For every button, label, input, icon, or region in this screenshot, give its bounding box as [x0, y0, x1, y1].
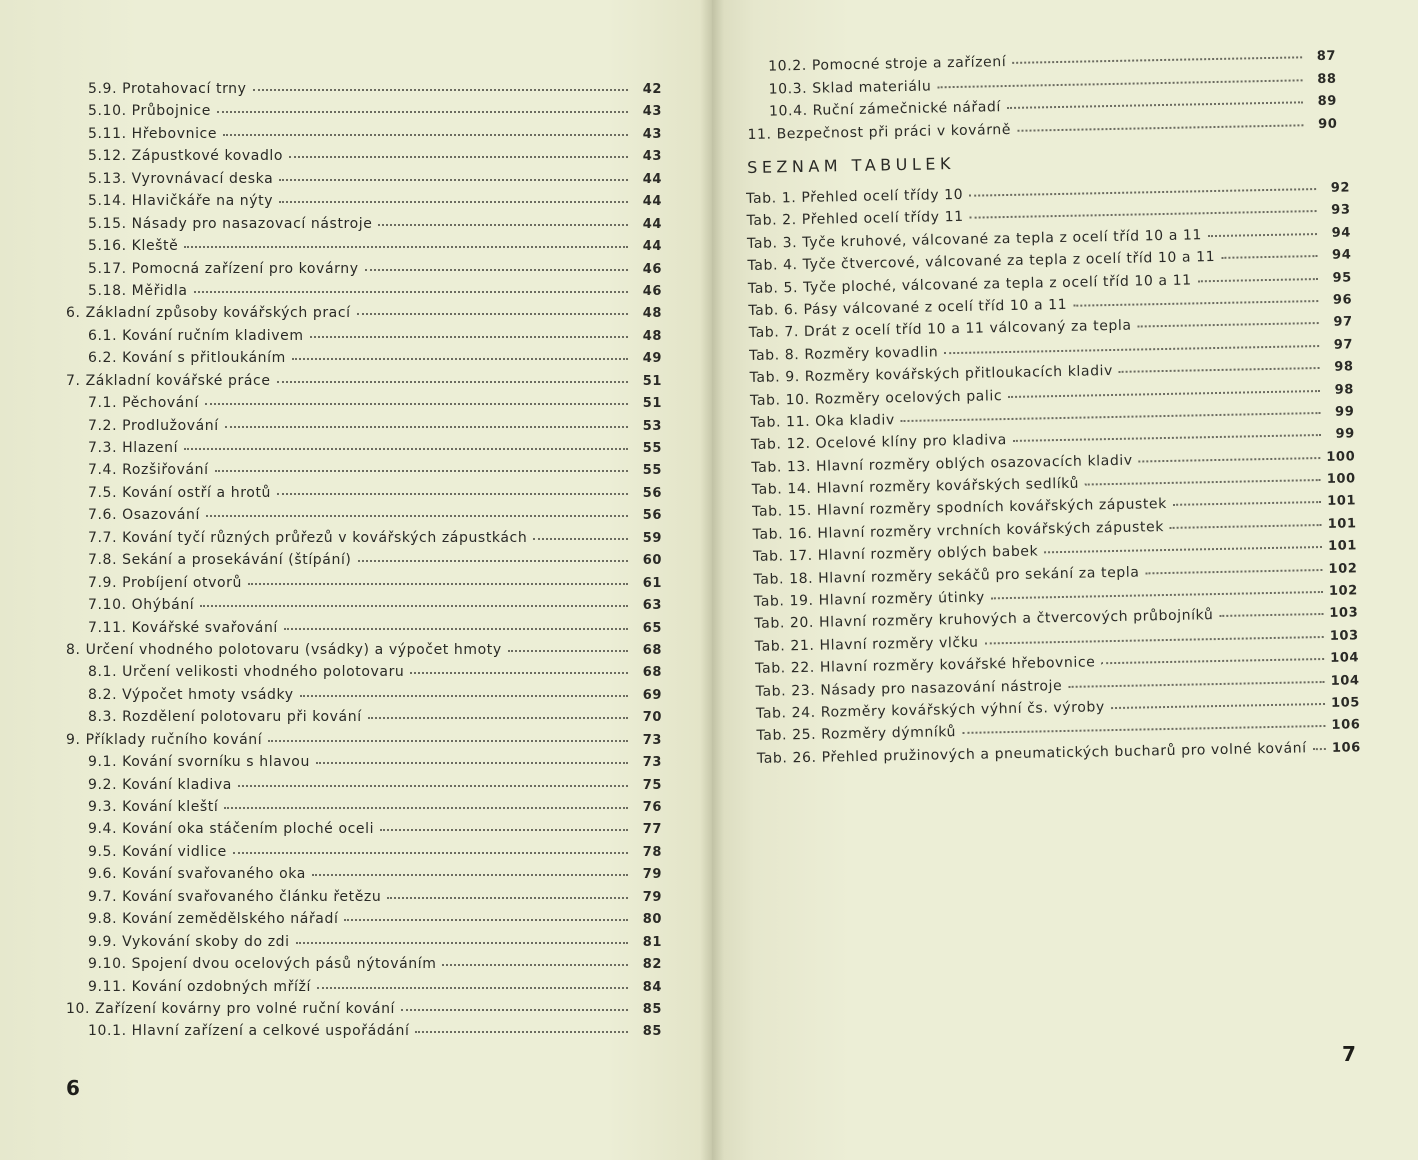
dot-leader [238, 779, 628, 787]
dot-leader [200, 599, 628, 607]
dot-leader [1007, 96, 1303, 110]
toc-entry-title: 6.1. Kování ručním kladivem [88, 327, 304, 344]
table-list-entry-page-number: 104 [1330, 672, 1360, 689]
toc-entry-title: 7.5. Kování ostří a hrotů [88, 484, 272, 501]
dot-leader [1085, 473, 1321, 486]
dot-leader [1139, 451, 1321, 462]
toc-entry-page-number: 73 [642, 732, 662, 748]
toc-entry-page-number: 65 [642, 620, 662, 636]
toc-entry [66, 437, 662, 459]
dot-leader [970, 204, 1317, 219]
toc-entry [66, 908, 662, 930]
toc-entry-page-number: 81 [642, 934, 662, 950]
toc-entry-title: 5.16. Kleště [88, 238, 179, 255]
table-list-entry-page-number: 103 [1329, 605, 1359, 622]
toc-entry-title: 8. Určení vhodného polotovaru (vsádky) a výpočet hmoty [66, 641, 502, 658]
table-list-entry-title: Tab. 7. Drát z ocelí tříd 10 a 11 válcovaný za tepla [748, 317, 1132, 342]
dot-leader [1198, 272, 1318, 282]
table-list-entry-title: Tab. 16. Hlavní rozměry vrchních kovářských zápustek [752, 518, 1165, 543]
dot-leader [277, 487, 628, 495]
toc-entry [66, 617, 662, 639]
table-list-entry-title: Tab. 9. Rozměry kovářských přitloukacích kladiv [749, 363, 1114, 387]
toc-entry-page-number: 43 [642, 104, 662, 120]
toc-entry-page-number: 59 [642, 530, 662, 546]
table-list-entry-title: Tab. 14. Hlavní rozměry kovářských sedlíků [751, 475, 1080, 499]
toc-entry-title: 5.17. Pomocná zařízení pro kovárny [88, 260, 359, 277]
toc-entry-page-number: 43 [642, 126, 662, 142]
dot-leader [508, 644, 628, 652]
toc-entry-page-number: 75 [642, 777, 662, 793]
toc-entry-page-number: 73 [642, 755, 662, 771]
toc-entry-page-number: 43 [642, 149, 662, 165]
toc-entry [66, 729, 662, 751]
table-list-entry-title: Tab. 17. Hlavní rozměry oblých babek [752, 543, 1039, 566]
table-list-entry-page-number: 95 [1332, 269, 1352, 286]
toc-entry-page-number: 44 [642, 216, 662, 232]
toc-entry-title: 5.14. Hlavičkáře na nýty [88, 193, 274, 210]
toc-entry-title: 9.1. Kování svorníku s hlavou [88, 754, 310, 771]
toc-entry [66, 527, 662, 549]
dot-leader [415, 1025, 628, 1033]
dot-leader [1138, 316, 1319, 327]
toc-entry [66, 280, 662, 302]
table-list-entry-title: Tab. 4. Tyče čtvercové, válcované za tepla z ocelí tříd 10 a 11 [747, 249, 1216, 275]
toc-entry [66, 123, 662, 145]
toc-entry-title: 7.6. Osazování [88, 507, 200, 524]
dot-leader [387, 891, 628, 899]
dot-leader [217, 105, 628, 113]
toc-entry-page-number: 48 [642, 306, 662, 322]
toc-entry [66, 1020, 662, 1042]
toc-entry-page-number: 77 [642, 822, 662, 838]
table-list-entry-page-number: 106 [1331, 740, 1361, 756]
toc-entry-page-number: 56 [642, 485, 662, 501]
book-gutter [700, 0, 724, 1160]
toc-entry [66, 594, 662, 616]
table-list-entry-title: Tab. 15. Hlavní rozměry spodních kovářských zápustek [752, 496, 1168, 521]
table-list-entry-title: Tab. 5. Tyče ploché, válcované za tepla z ocelí tříd 10 a 11 [747, 272, 1192, 297]
toc-entry-title: 10.4. Ruční zámečnické nářadí [768, 99, 1002, 120]
toc-entry-title: 10.3. Sklad materiálu [768, 78, 932, 98]
toc-entry [66, 459, 662, 481]
dot-leader [268, 734, 628, 742]
table-list-entry-page-number: 105 [1330, 695, 1361, 711]
table-list-entry-title: Tab. 13. Hlavní rozměry oblých osazovacích kladiv [751, 452, 1133, 476]
dot-leader [1044, 540, 1322, 553]
toc-entry-title: 7.2. Prodlužování [88, 417, 219, 434]
toc-entry-page-number: 51 [642, 396, 662, 412]
table-list-entry-page-number: 101 [1327, 516, 1357, 532]
dot-leader [312, 868, 628, 876]
toc-entry [66, 415, 662, 437]
table-list-entry-title: Tab. 11. Oka kladiv [750, 412, 895, 431]
right-page-contents-list [746, 45, 1338, 147]
dot-leader [991, 585, 1323, 599]
dot-leader [969, 182, 1316, 197]
dot-leader [233, 846, 628, 854]
table-list-entry-page-number: 100 [1326, 449, 1356, 465]
toc-entry-title: 7.8. Sekání a prosekávání (štípání) [88, 552, 352, 569]
toc-entry-title: 9.6. Kování svařovaného oka [88, 866, 306, 883]
dot-leader [344, 913, 628, 921]
table-list-entry-title: Tab. 21. Hlavní rozměry vlčku [754, 634, 979, 655]
dot-leader [292, 352, 628, 360]
dot-leader [223, 128, 628, 136]
toc-entry-title: 9.2. Kování kladiva [88, 776, 232, 793]
toc-entry-title: 5.13. Vyrovnávací deska [88, 170, 274, 187]
dot-leader [289, 150, 628, 158]
toc-entry [66, 706, 662, 728]
toc-entry [66, 953, 662, 975]
toc-entry-title: 9.9. Vykování skoby do zdi [88, 933, 290, 950]
toc-entry-title: 9.7. Kování svařovaného článku řetězu [88, 888, 382, 905]
table-list-entry-title: Tab. 3. Tyče kruhové, válcované za tepla z ocelí tříd 10 a 11 [746, 227, 1203, 252]
toc-entry-title: 9.5. Kování vidlice [88, 843, 227, 860]
table-list-entry-page-number: 98 [1334, 381, 1355, 398]
toc-entry-page-number: 51 [642, 373, 662, 389]
toc-entry-page-number: 80 [642, 912, 662, 928]
toc-entry-page-number: 68 [642, 642, 662, 658]
dot-leader [1119, 361, 1320, 373]
toc-entry [66, 774, 662, 796]
dot-leader [368, 711, 628, 719]
toc-entry-page-number: 60 [642, 553, 662, 569]
toc-entry [66, 572, 662, 594]
toc-entry [66, 392, 662, 414]
toc-entry [66, 998, 662, 1020]
dot-leader [184, 240, 628, 248]
dot-leader [944, 339, 1319, 354]
dot-leader [1173, 495, 1321, 506]
toc-entry-title: 9.10. Spojení dvou ocelových pásů nýtováním [88, 956, 437, 973]
table-list-entry-title: Tab. 20. Hlavní rozměry kruhových a čtvercových průbojníků [754, 607, 1214, 633]
toc-entry [66, 863, 662, 885]
dot-leader [365, 263, 628, 271]
toc-entry-title: 5.9. Protahovací trny [88, 81, 247, 97]
tables-list-heading: SEZNAM TABULEK [747, 154, 956, 177]
dot-leader [194, 285, 628, 293]
table-list-entry-title: Tab. 24. Rozměry kovářských výhní čs. výroby [755, 699, 1105, 722]
toc-entry-page-number: 44 [642, 194, 662, 210]
toc-entry [66, 841, 662, 863]
dot-leader [378, 218, 628, 226]
toc-entry [66, 325, 662, 347]
toc-entry-page-number: 70 [642, 710, 662, 726]
table-list-entry-page-number: 96 [1332, 292, 1353, 308]
toc-entry-title: 10. Zařízení kovárny pro volné ruční kování [66, 1000, 396, 1017]
table-list-entry-title: Tab. 25. Rozměry dýmníků [756, 724, 957, 745]
table-list-entry-title: Tab. 1. Přehled ocelí třídy 10 [746, 186, 964, 207]
toc-entry-title: 5.18. Měřidla [88, 282, 188, 299]
table-list-entry-page-number: 101 [1327, 493, 1357, 510]
toc-entry-title: 8.2. Výpočet hmoty vsádky [88, 686, 294, 703]
toc-entry-page-number: 61 [642, 575, 662, 591]
toc-entry-title: 10.2. Pomocné stroje a zařízení [768, 54, 1007, 75]
toc-entry-page-number: 85 [642, 1001, 662, 1017]
toc-entry [66, 370, 662, 392]
dot-leader [279, 173, 628, 181]
table-list-entry-title: Tab. 6. Pásy válcované z ocelí tříd 10 a 11 [748, 296, 1068, 319]
dot-leader [937, 73, 1302, 88]
table-list-entry-page-number: 92 [1330, 180, 1351, 196]
toc-entry-title: 5.11. Hřebovnice [88, 125, 218, 142]
toc-entry-title: 9.8. Kování zemědělského nářadí [88, 911, 339, 928]
dot-leader [224, 801, 628, 809]
toc-entry-page-number: 44 [642, 171, 662, 187]
toc-entry-title: 10.1. Hlavní zařízení a celkové uspořádání [88, 1023, 410, 1040]
dot-leader [984, 630, 1323, 645]
toc-entry-page-number: 85 [642, 1024, 662, 1040]
toc-entry [66, 347, 662, 369]
table-list-entry-title: Tab. 22. Hlavní rozměry kovářské hřebovnice [755, 654, 1096, 678]
toc-entry [66, 168, 662, 190]
toc-entry-page-number: 84 [642, 979, 662, 995]
toc-entry-page-number: 46 [642, 283, 662, 299]
dot-leader [901, 406, 1321, 422]
dot-leader [1313, 742, 1326, 750]
table-list-entry-page-number: 100 [1326, 471, 1356, 487]
dot-leader [1111, 697, 1325, 709]
dot-leader [357, 307, 628, 315]
dot-leader [1068, 675, 1324, 688]
table-list-entry-page-number: 102 [1328, 560, 1358, 577]
toc-entry-page-number: 42 [642, 82, 662, 97]
table-list-entry-title: Tab. 10. Rozměry ocelových palic [749, 387, 1003, 409]
dot-leader [1221, 249, 1317, 259]
toc-entry-page-number: 88 [1317, 71, 1337, 87]
toc-entry-title: 5.10. Průbojnice [88, 103, 211, 120]
toc-entry-title: 6.2. Kování s přitloukáním [88, 350, 286, 367]
dot-leader [310, 330, 628, 338]
dot-leader [380, 823, 628, 831]
dot-leader [1013, 428, 1321, 442]
toc-entry-title: 11. Bezpečnost při práci v kovárně [747, 121, 1012, 143]
toc-entry-title: 7.1. Pěchování [88, 395, 199, 412]
table-list-entry-title: Tab. 2. Přehled ocelí třídy 11 [746, 209, 964, 230]
toc-entry [66, 976, 662, 998]
table-list-entry-page-number: 106 [1331, 717, 1361, 734]
toc-entry-title: 7.3. Hlazení [88, 440, 179, 456]
toc-entry [66, 661, 662, 683]
table-list-entry-title: Tab. 26. Přehled pružinových a pneumatických bucharů pro volné kování [756, 740, 1307, 767]
dot-leader [533, 532, 628, 540]
table-list-entry-page-number: 94 [1331, 225, 1352, 241]
toc-entry-page-number: 90 [1317, 116, 1338, 132]
table-list-entry-page-number: 103 [1329, 628, 1359, 644]
table-list-entry-page-number: 104 [1330, 650, 1360, 667]
toc-entry [66, 302, 662, 324]
table-list-entry-title: Tab. 8. Rozměry kovadlin [749, 344, 939, 364]
toc-entry-page-number: 53 [642, 418, 662, 434]
toc-entry-page-number: 55 [642, 463, 662, 479]
dot-leader [206, 509, 628, 517]
dot-leader [215, 464, 628, 472]
toc-entry-title: 7.11. Kovářské svařování [88, 619, 278, 636]
toc-entry-title: 7. Základní kovářské práce [66, 372, 271, 389]
toc-entry [66, 213, 662, 235]
dot-leader [277, 375, 628, 383]
dot-leader [358, 554, 629, 562]
dot-leader [205, 397, 628, 405]
dot-leader [296, 936, 628, 944]
toc-entry [66, 78, 662, 100]
toc-entry-title: 9.3. Kování kleští [88, 799, 219, 815]
toc-entry [66, 639, 662, 661]
dot-leader [1101, 652, 1324, 664]
toc-entry-page-number: 56 [642, 508, 662, 524]
toc-entry [66, 482, 662, 504]
table-list-entry-page-number: 101 [1327, 538, 1358, 555]
toc-entry-title: 7.10. Ohýbání [88, 597, 195, 614]
dot-leader [248, 577, 628, 585]
toc-entry [66, 818, 662, 840]
toc-entry-page-number: 63 [642, 598, 662, 614]
toc-entry-page-number: 79 [642, 867, 662, 883]
toc-entry [66, 504, 662, 526]
toc-entry-page-number: 82 [642, 957, 662, 973]
toc-entry-page-number: 44 [642, 239, 662, 255]
tables-list [746, 176, 1361, 770]
toc-entry-page-number: 49 [642, 351, 662, 367]
toc-entry-page-number: 76 [642, 800, 662, 815]
toc-entry-page-number: 48 [642, 328, 662, 344]
toc-entry-title: 8.3. Rozdělení polotovaru při kování [88, 709, 362, 726]
dot-leader [316, 756, 628, 764]
table-list-entry-page-number: 97 [1333, 337, 1354, 353]
table-list-entry-title: Tab. 18. Hlavní rozměry sekáčů pro sekání za tepla [753, 564, 1140, 588]
dot-leader [401, 1003, 628, 1011]
table-list-entry-page-number: 97 [1333, 314, 1353, 331]
right-page-number: 7 [1342, 1042, 1356, 1066]
dot-leader [1219, 607, 1323, 617]
toc-entry-title: 7.4. Rozšiřování [88, 462, 209, 479]
toc-entry [66, 886, 662, 908]
toc-entry-title: 5.12. Zápustkové kovadlo [88, 148, 284, 165]
dot-leader [225, 420, 628, 428]
toc-entry-title: 7.9. Probíjení otvorů [88, 574, 243, 591]
dot-leader [253, 83, 628, 91]
toc-entry [66, 235, 662, 257]
dot-leader [184, 442, 628, 450]
toc-entry-title: 9.4. Kování oka stáčením ploché oceli [88, 821, 375, 838]
table-list-entry-page-number: 93 [1331, 202, 1351, 219]
toc-entry-page-number: 68 [642, 665, 662, 681]
toc-entry-title: 8.1. Určení velikosti vhodného polotovaru [88, 664, 405, 681]
dot-leader [1170, 518, 1322, 529]
toc-entry [66, 100, 662, 122]
toc-entry-title: 6. Základní způsoby kovářských prací [66, 305, 351, 322]
toc-entry [66, 796, 662, 818]
dot-leader [1073, 294, 1318, 307]
table-list-entry-page-number: 98 [1334, 359, 1354, 375]
toc-entry [66, 190, 662, 212]
table-list-entry-page-number: 99 [1334, 404, 1355, 420]
dot-leader [300, 689, 628, 697]
toc-entry [66, 751, 662, 773]
toc-entry-title: 9. Příklady ručního kování [66, 731, 263, 748]
toc-entry [66, 258, 662, 280]
left-page-number: 6 [66, 1076, 80, 1100]
left-page-contents-list [66, 78, 662, 1043]
toc-entry-title: 9.11. Kování ozdobných mříží [88, 978, 311, 995]
dot-leader [410, 666, 628, 674]
toc-entry-page-number: 69 [642, 687, 662, 703]
table-list-entry-page-number: 102 [1328, 583, 1358, 599]
dot-leader [962, 719, 1326, 734]
dot-leader [279, 195, 628, 203]
toc-entry [66, 931, 662, 953]
dot-leader [284, 622, 628, 630]
dot-leader [317, 981, 628, 989]
table-list-entry-title: Tab. 12. Ocelové klíny pro kladiva [750, 432, 1007, 454]
dot-leader [1017, 118, 1304, 131]
table-list-entry-page-number: 94 [1331, 247, 1352, 263]
table-list-entry-title: Tab. 23. Násady pro nasazování nástroje [755, 677, 1063, 700]
dot-leader [1208, 227, 1317, 237]
toc-entry [66, 684, 662, 706]
dot-leader [1145, 563, 1322, 574]
toc-entry-page-number: 55 [642, 441, 662, 456]
toc-entry [66, 145, 662, 167]
table-list-entry-page-number: 99 [1335, 426, 1355, 443]
toc-entry-page-number: 89 [1317, 93, 1338, 110]
dot-leader [1008, 384, 1320, 398]
toc-entry-title: 7.7. Kování tyčí různých průřezů v kovářských zápustkách [88, 529, 528, 546]
toc-entry-title: 5.15. Násady pro nasazovací nástroje [88, 215, 373, 232]
dot-leader [1012, 50, 1302, 64]
table-list-entry-title: Tab. 19. Hlavní rozměry útinky [753, 589, 985, 610]
toc-entry [66, 549, 662, 571]
toc-entry-page-number: 87 [1316, 48, 1337, 65]
toc-entry-page-number: 46 [642, 261, 662, 277]
toc-entry-page-number: 78 [642, 844, 662, 860]
dot-leader [442, 958, 628, 966]
toc-entry-page-number: 79 [642, 889, 662, 905]
